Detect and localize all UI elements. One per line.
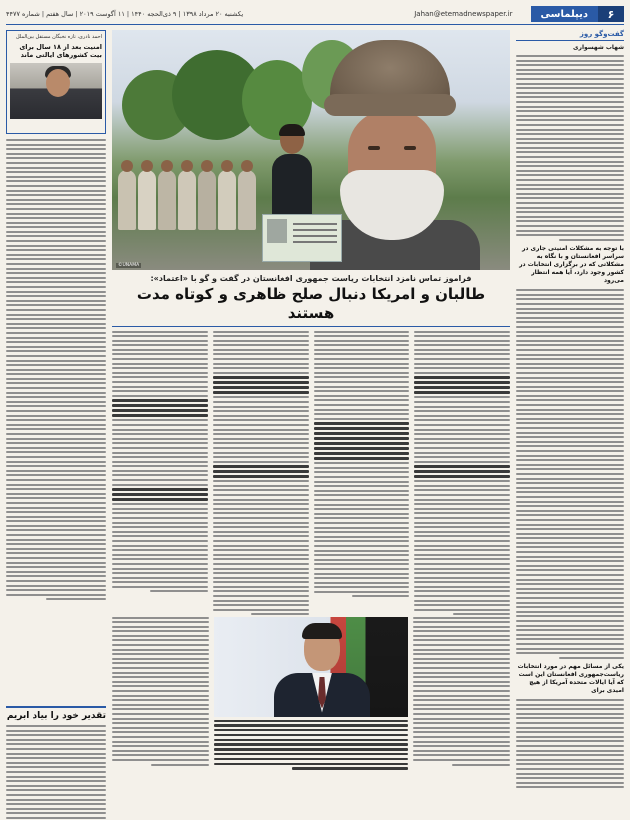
voter-card xyxy=(262,214,342,262)
article-column-4 xyxy=(112,331,208,613)
interviewee-photo xyxy=(214,617,408,717)
main-article xyxy=(112,30,510,814)
article-kicker: فراموز تماس نامزد انتخابات ریاست جمهوری افغانستان در گفت و گو با «اعتماد»: xyxy=(150,274,472,283)
photo-credit: ©UNAMA xyxy=(118,263,140,268)
left-column-headline: امنیت بعد از ۱۸ سال برای بیت کشورهای ایالتی ماند xyxy=(19,42,102,59)
left-column-text xyxy=(6,139,106,600)
right-column xyxy=(516,30,624,814)
right-column-title: گفت‌وگو روز xyxy=(516,30,624,41)
right-column-pullquote-2: یکی از مسائل مهم در مورد انتخابات ریاست‌جمهوری افغانستان این است که آیا ایالات متحده آمریکا از هیچ امیدی برای xyxy=(517,662,624,694)
interviewee-block xyxy=(214,613,408,770)
page-number: ۶ xyxy=(598,6,624,22)
section-title: دیپلماسی xyxy=(531,6,598,22)
article-column-3 xyxy=(213,331,309,613)
article-headline: طالبان و امریکا دنبال صلح ظاهری و کوتاه مدت هستند xyxy=(136,285,486,322)
left-column xyxy=(6,30,106,814)
article-column-1 xyxy=(414,331,510,613)
issue-date: یکشنبه ۲۰ مرداد ۱۳۹۸ | ۹ ذی‌الحجه ۱۴۴۰ | ۱۱ آگوست ۲۰۱۹ | سال هفتم | شماره ۴۴۷۷ xyxy=(6,10,244,18)
lead-photo xyxy=(112,30,510,270)
page-header xyxy=(6,6,624,22)
article-continuation-right xyxy=(413,613,510,770)
header-rule xyxy=(6,24,624,25)
contact-email[interactable]: Jahan@etemadnewspaper.ir xyxy=(414,10,513,18)
columnist-portrait xyxy=(10,63,102,119)
right-column-pullquote-1: با توجه به مشکلات امنیتی جاری در سراسر افغانستان و با نگاه به مشکلاتی که در برگزاری انتخابات در کشور وجود دارد، آیا همه انتظار می‌رود xyxy=(519,244,624,285)
left-column-footer xyxy=(6,706,106,814)
right-column-author: شهاب شهسواری xyxy=(573,44,624,51)
left-column-sub-headline: تقدیر خود را بیاد ابریم xyxy=(6,711,106,721)
right-column-text xyxy=(516,55,624,241)
left-column-feature xyxy=(6,30,106,134)
article-body xyxy=(112,331,510,613)
interviewee-caption xyxy=(214,720,408,770)
left-column-kicker: احمد نادری، تازه نخبگان مستقل بین‌الملل xyxy=(16,34,102,40)
article-column-2 xyxy=(314,331,410,613)
article-continuation-left xyxy=(112,613,209,770)
